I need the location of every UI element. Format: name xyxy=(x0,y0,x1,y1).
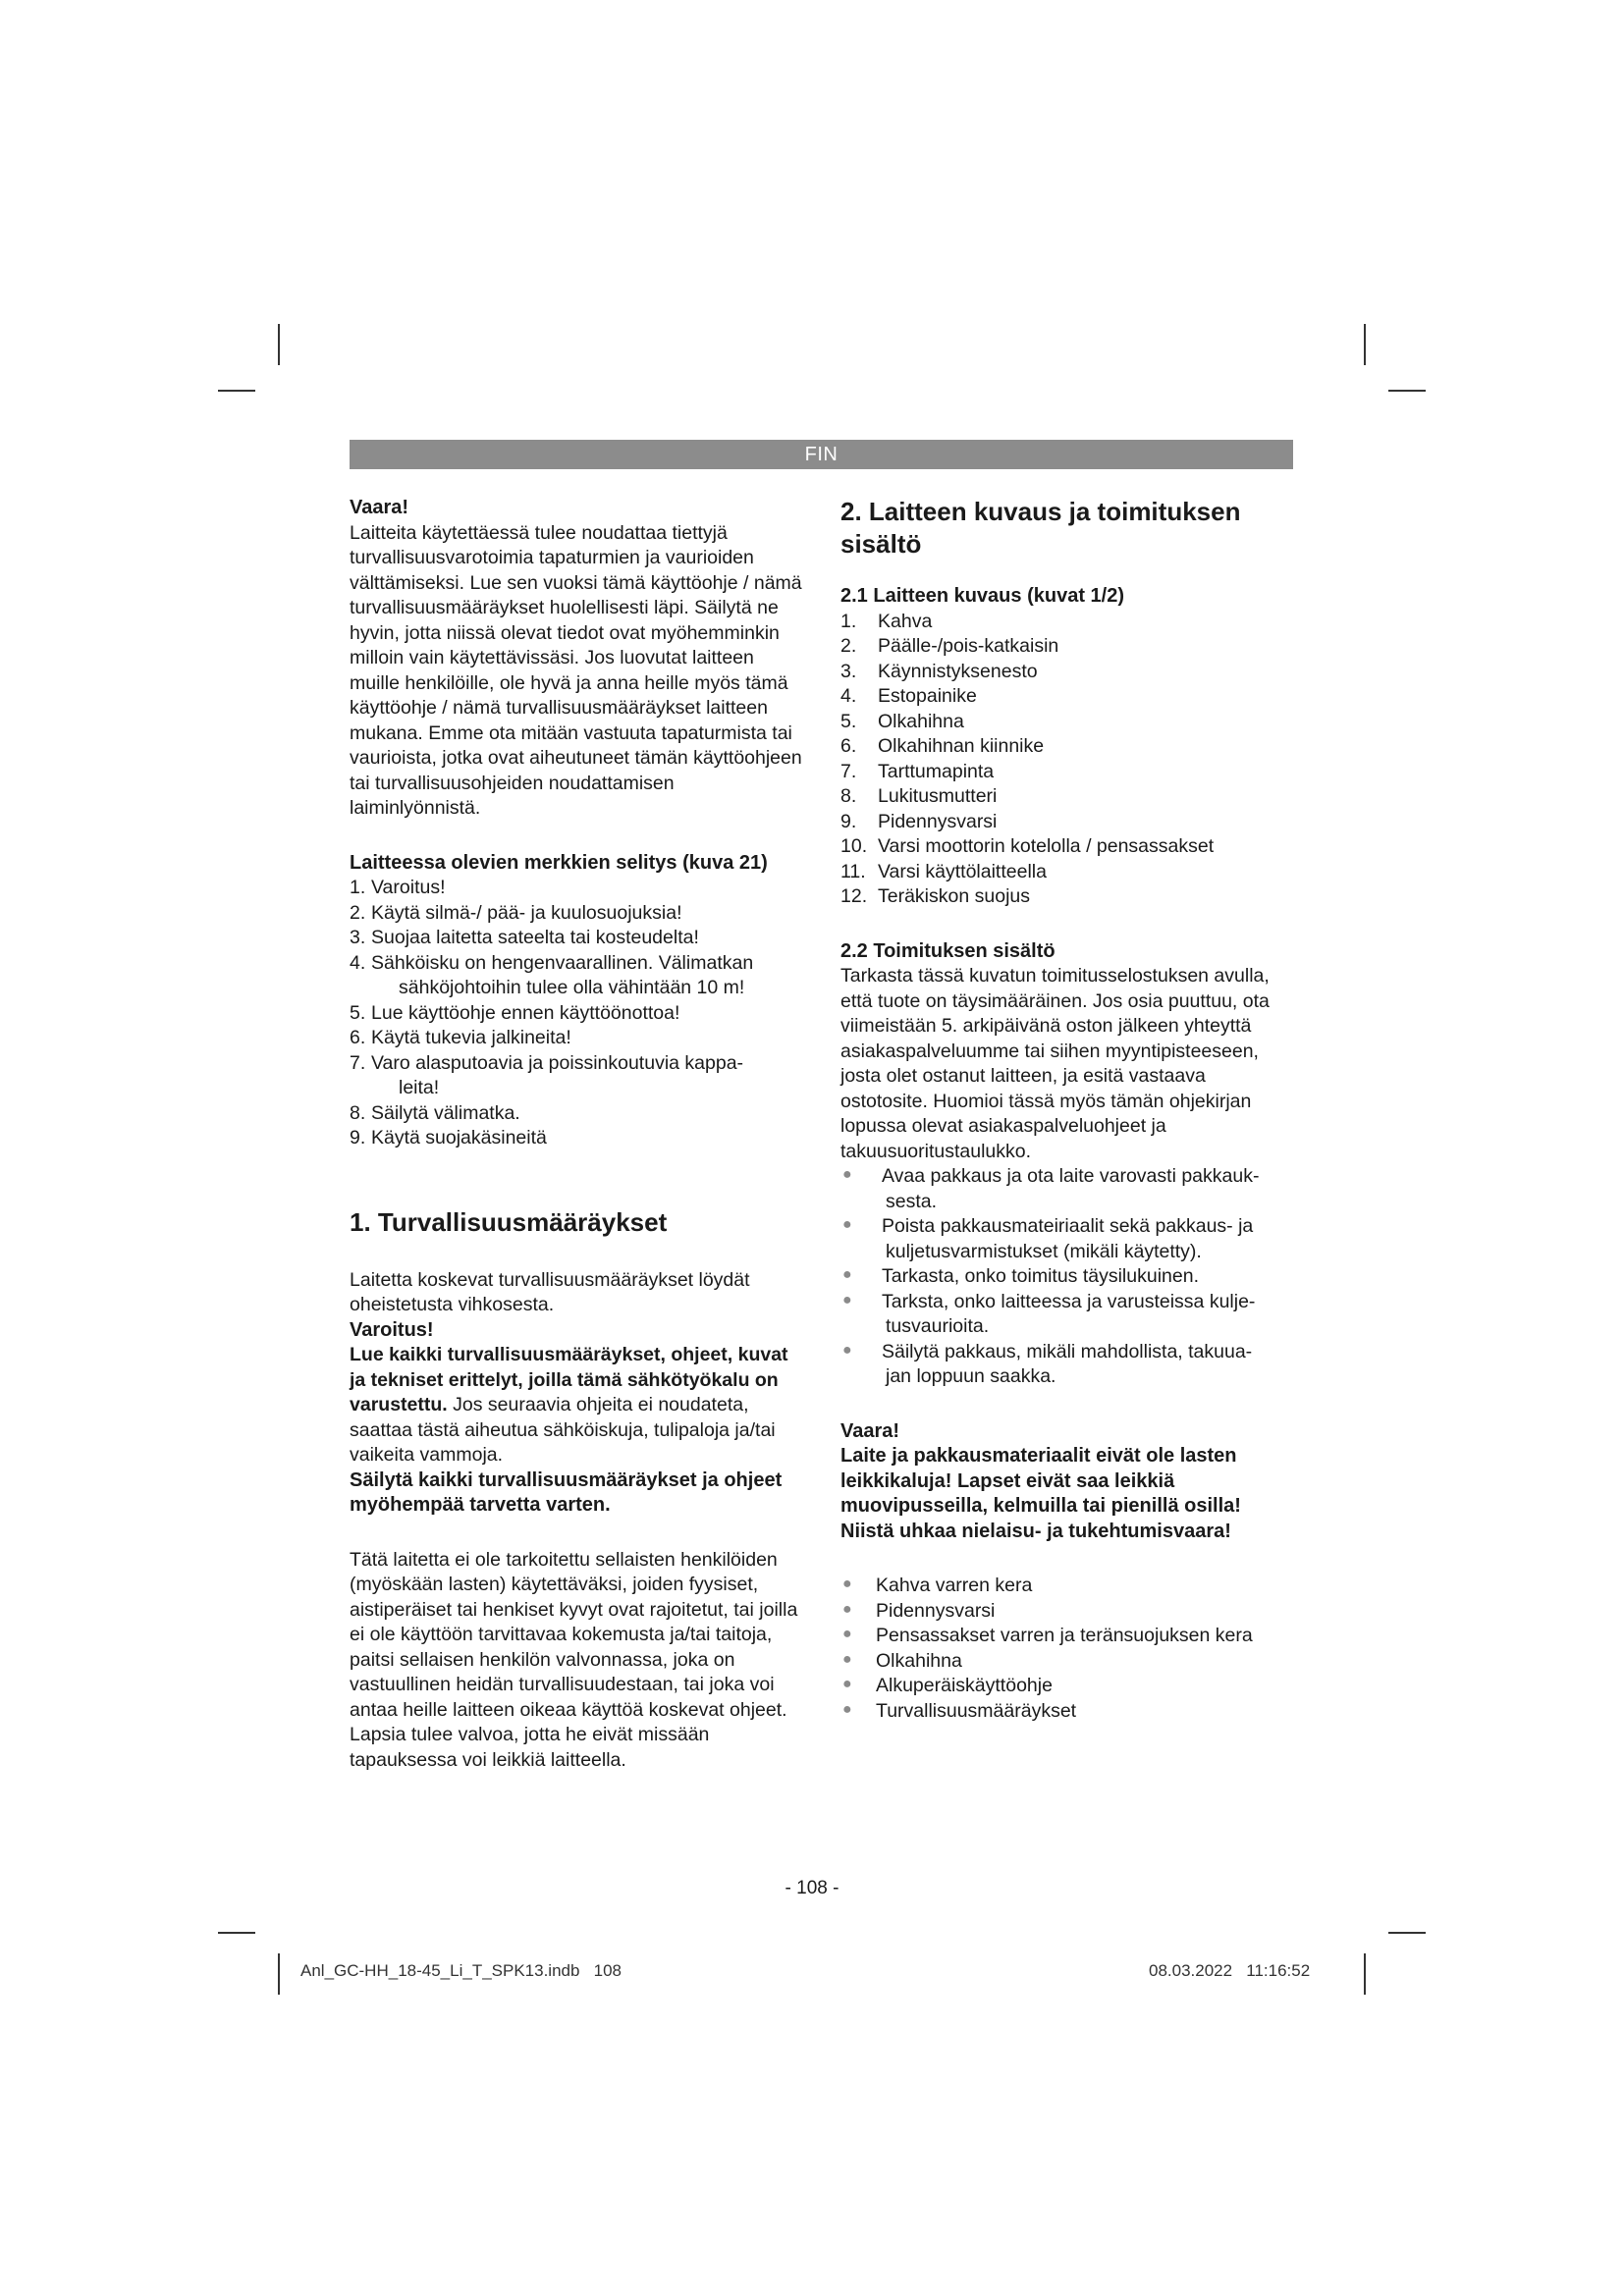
list-number: 6. xyxy=(350,1027,366,1048)
section-1-keep: Säilytä kaikki turvallisuusmääräykset ja ohjeet myöhempää tarvetta varten. xyxy=(350,1468,783,1516)
list-number: 7. xyxy=(350,1051,366,1074)
warning-2-body: Laite ja pakkausmateriaalit eivät ole lasten leikkikaluja! Lapset eivät saa leikkiä muovipusseilla, kelmuilla tai pienillä osilla! Niistä uhkaa nielaisu- ja tukehtumisvaara! xyxy=(840,1445,1241,1542)
list-text: Säilytä pakkaus, mikäli mahdollista, takuua- xyxy=(882,1340,1253,1362)
page-number: - 108 - xyxy=(785,1878,839,1898)
bullet-icon: ● xyxy=(842,1341,852,1359)
list-item xyxy=(840,710,1294,735)
list-number: 11. xyxy=(840,860,866,882)
list-text: Teräkiskon suojus xyxy=(878,885,1030,907)
list-item xyxy=(840,1164,1294,1214)
list-text: Varo alasputoavia ja poissinkoutuvia kappa- xyxy=(371,1051,744,1074)
list-text: Turvallisuusmääräykset xyxy=(876,1699,1077,1722)
checks-list xyxy=(840,1164,1294,1390)
list-item xyxy=(840,860,1294,885)
list-text: Olkahihna xyxy=(876,1649,962,1672)
bullet-icon: ● xyxy=(842,1600,852,1618)
list-item xyxy=(840,1264,1294,1290)
list-text-continued: sesta. xyxy=(886,1190,938,1212)
crop-mark xyxy=(1388,1932,1426,1934)
list-item xyxy=(840,784,1294,810)
list-number: 2. xyxy=(350,901,366,924)
section-1-instructions xyxy=(350,1343,803,1468)
section-2-1-title: 2.1 Laitteen kuvaus (kuvat 1/2) xyxy=(840,585,1125,607)
list-number: 4. xyxy=(840,685,857,707)
bullet-icon: ● xyxy=(842,1676,852,1692)
section-1-instructions-bold: Lue kaikki turvallisuusmääräykset, ohjeet, kuvat ja tekniset erittelyt, joilla tämä sähkötyökalu on varustettu. xyxy=(350,1344,788,1415)
list-number: 8. xyxy=(840,785,857,807)
list-text: Varsi käyttölaitteella xyxy=(878,860,1047,882)
list-text: Varoitus! xyxy=(371,877,446,898)
list-text: Kahva xyxy=(878,610,933,632)
section-2-2-title: 2.2 Toimituksen sisältö xyxy=(840,939,1056,962)
list-item xyxy=(350,901,803,927)
list-text: Varsi moottorin kotelolla / pensassakset xyxy=(878,835,1215,857)
list-number: 9. xyxy=(840,810,857,832)
list-text: Pidennysvarsi xyxy=(876,1599,996,1622)
list-number: 4. xyxy=(350,951,366,974)
list-text: Kahva varren kera xyxy=(876,1575,1033,1596)
list-text: Avaa pakkaus ja ota laite varovasti pakkauk- xyxy=(882,1165,1260,1187)
left-column xyxy=(350,496,803,1773)
list-item xyxy=(840,660,1294,685)
contents-list xyxy=(840,1574,1294,1724)
list-item xyxy=(840,634,1294,660)
list-item xyxy=(840,1214,1294,1264)
list-item xyxy=(840,1290,1294,1340)
list-item xyxy=(350,1001,803,1027)
language-header-bar xyxy=(350,440,1293,469)
list-text-continued: sähköjohtoihin tulee olla vähintään 10 m! xyxy=(399,977,745,998)
list-item xyxy=(350,951,803,1001)
symbols-title: Laitteessa olevien merkkien selitys (kuva 21) xyxy=(350,851,768,874)
list-item xyxy=(350,1101,803,1127)
list-text-continued: jan loppuun saakka. xyxy=(886,1365,1056,1387)
list-number: 2. xyxy=(840,635,857,657)
right-column xyxy=(840,496,1294,1724)
list-item xyxy=(350,926,803,951)
list-number: 3. xyxy=(840,660,857,682)
language-label: FIN xyxy=(804,444,839,465)
list-number: 7. xyxy=(840,760,857,782)
section-2-title: 2. Laitteen kuvaus ja toimituksen sisältö xyxy=(840,497,1241,559)
footer-file-name: Anl_GC-HH_18-45_Li_T_SPK13.indb 108 xyxy=(300,1961,622,1980)
bullet-icon: ● xyxy=(842,1216,852,1233)
crop-mark xyxy=(278,1953,280,1995)
list-text: Olkahihna xyxy=(878,710,964,732)
list-item xyxy=(840,810,1294,835)
list-text: Sähköisku on hengenvaarallinen. Välimatkan xyxy=(371,951,754,974)
list-item xyxy=(840,1699,1294,1725)
list-number: 5. xyxy=(840,710,857,732)
list-text: Alkuperäiskäyttöohje xyxy=(876,1675,1053,1696)
list-number: 5. xyxy=(350,1001,366,1024)
list-text: Pidennysvarsi xyxy=(878,810,998,832)
list-item xyxy=(840,1649,1294,1675)
list-number: 9. xyxy=(350,1127,366,1148)
list-text: Käytä suojakäsineitä xyxy=(371,1127,547,1148)
list-number: 3. xyxy=(350,927,366,948)
list-text-continued: leita! xyxy=(399,1077,440,1098)
parts-list xyxy=(840,610,1294,910)
list-number: 8. xyxy=(350,1101,366,1124)
warning-title: Vaara! xyxy=(350,497,409,518)
list-text: Lue käyttöohje ennen käyttöönottoa! xyxy=(371,1001,680,1024)
list-text: Tarksta, onko laitteessa ja varusteissa kulje- xyxy=(882,1290,1256,1312)
list-item xyxy=(840,834,1294,860)
crop-mark xyxy=(218,390,255,392)
bullet-icon: ● xyxy=(842,1166,852,1183)
list-item xyxy=(840,760,1294,785)
list-number: 6. xyxy=(840,735,857,757)
list-text: Tarttumapinta xyxy=(878,760,995,782)
list-text-continued: kuljetusvarmistukset (mikäli käytetty). xyxy=(886,1240,1202,1262)
list-item xyxy=(840,1599,1294,1625)
list-number: 1. xyxy=(840,610,857,632)
bullet-icon: ● xyxy=(842,1575,852,1592)
list-text: Pensassakset varren ja teränsuojuksen kera xyxy=(876,1625,1253,1646)
list-item xyxy=(350,1051,803,1101)
list-text: Estopainike xyxy=(878,685,977,707)
crop-mark xyxy=(218,1932,255,1934)
list-text: Suojaa laitetta sateelta tai kosteudelta! xyxy=(371,927,699,948)
section-1-intro: Laitetta koskevat turvallisuusmääräykset löydät oheistetusta vihkosesta. xyxy=(350,1268,750,1315)
list-item xyxy=(840,884,1294,910)
list-item xyxy=(840,610,1294,635)
crop-mark xyxy=(1388,390,1426,392)
list-item xyxy=(350,876,803,901)
warning-body: Laitteita käytettäessä tulee noudattaa tiettyjä turvallisuusvarotoimia tapaturmien ja vaurioiden välttämiseksi. Lue sen vuoksi tämä käyttöohje / nämä turvallisuusmääräykset huolellisesti läpi. Säilytä ne hyvin, jotta niissä olevat tiedot ovat myöhemminkin milloin vain käytettävissäsi. Jos luovutat laitteen muille henkilöille, ole hyvä ja anna heille myös tämä käyttöohje / nämä turvallisuusmääräykset laitteen mukana. Emme ota mitään vastuuta tapaturmista tai vaurioista, jotka ovat aiheutuneet tämän käyttöohjeen tai turvallisuusohjeiden noudattamisen laiminlyönnistä. xyxy=(350,521,802,819)
list-text: Päälle-/pois-katkaisin xyxy=(878,635,1059,657)
list-text: Käynnistyksenesto xyxy=(878,660,1038,682)
list-text: Tarkasta, onko toimitus täysilukuinen. xyxy=(882,1265,1199,1287)
list-text: Poista pakkausmateiriaalit sekä pakkaus- ja xyxy=(882,1215,1254,1237)
warning-2-title: Vaara! xyxy=(840,1419,900,1442)
section-1-instructions-normal: Jos seuraavia ohjeita ei noudateta, saattaa tästä aiheutua sähköiskuja, tulipaloja ja/tai vaikeita vammoja. xyxy=(350,1394,776,1466)
list-text-continued: tusvaurioita. xyxy=(886,1315,990,1337)
list-text: Käytä silmä-/ pää- ja kuulosuojuksia! xyxy=(371,901,682,924)
list-text: Olkahihnan kiinnike xyxy=(878,735,1045,757)
list-item xyxy=(840,684,1294,710)
crop-mark xyxy=(1364,324,1366,365)
bullet-icon: ● xyxy=(842,1266,852,1283)
crop-mark xyxy=(278,324,280,365)
footer-timestamp: 08.03.2022 11:16:52 xyxy=(1149,1961,1311,1980)
bullet-icon: ● xyxy=(842,1291,852,1308)
list-text: Lukitusmutteri xyxy=(878,785,998,807)
list-text: Käytä tukevia jalkineita! xyxy=(371,1027,571,1048)
list-text: Säilytä välimatka. xyxy=(371,1101,520,1124)
list-number: 10. xyxy=(840,835,868,857)
list-item xyxy=(840,1340,1294,1390)
bullet-icon: ● xyxy=(842,1650,852,1668)
list-item xyxy=(840,1574,1294,1599)
list-number: 1. xyxy=(350,877,366,898)
list-item xyxy=(350,1026,803,1051)
bullet-icon: ● xyxy=(842,1626,852,1642)
section-2-2-body: Tarkasta tässä kuvatun toimitusselostuksen avulla, että tuote on täysimääräinen. Jos osia puuttuu, ota viimeistään 5. arkipäivänä oston jälkeen yhteyttä asiakaspalveluumme tai siihen myyntipisteeseen, josta olet ostanut laitteen, ja esitä vastaava ostotosite. Huomioi tässä myös tämän ohjekirjan lopussa olevat asiakaspalveluohjeet ja takuusuoritustaulukko. xyxy=(840,965,1270,1162)
section-1-title: 1. Turvallisuusmääräykset xyxy=(350,1206,668,1237)
list-number: 12. xyxy=(840,885,868,907)
list-item xyxy=(840,1624,1294,1649)
section-1-children: Tätä laitetta ei ole tarkoitettu sellaisten henkilöiden (myöskään lasten) käytettäväksi, joiden fyysiset, aistiperäiset tai henkiset kyvyt ovat rajoitetut, tai joilla ei ole käyttöön tarvittavaa kokemusta ja/tai taitoja, paitsi sellaisen henkilön valvonnassa, joka on vastuullinen heidän turvallisuudestaan, tai joka voi antaa heille laitteen oikeaa käyttöä koskevat ohjeet. Lapsia tulee valvoa, jotta he eivät missään tapauksessa voi leikkiä laitteella. xyxy=(350,1548,798,1771)
symbols-list xyxy=(350,876,803,1151)
bullet-icon: ● xyxy=(842,1700,852,1718)
list-item xyxy=(840,734,1294,760)
list-item xyxy=(350,1126,803,1151)
crop-mark xyxy=(1364,1953,1366,1995)
list-item xyxy=(840,1674,1294,1699)
section-1-warning-label: Varoitus! xyxy=(350,1318,434,1341)
